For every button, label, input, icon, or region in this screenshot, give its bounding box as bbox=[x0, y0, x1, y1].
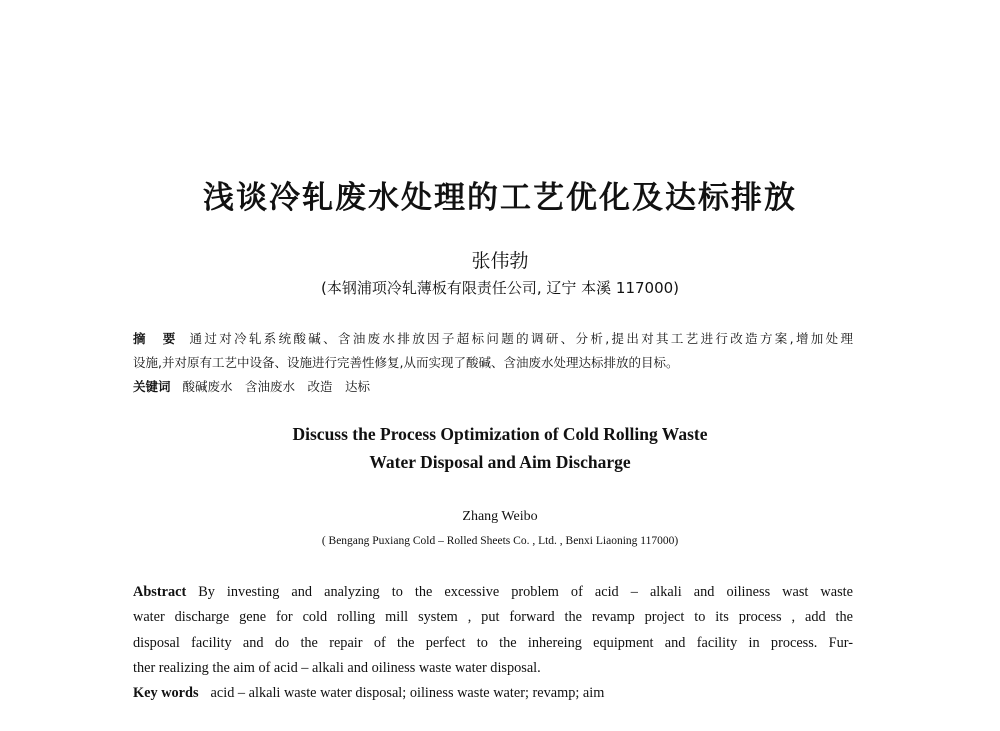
english-abstract-label: Abstract bbox=[133, 584, 187, 600]
english-affiliation: ( Bengang Puxiang Cold – Rolled Sheets Co. , Ltd. , Benxi Liaoning 117000) bbox=[321, 535, 679, 547]
chinese-abstract-label: 摘 要 bbox=[133, 331, 178, 346]
chinese-title: 浅谈冷轧废水处理的工艺优化及达标排放 bbox=[203, 180, 797, 216]
english-abstract-line: water discharge gene for cold rolling mill system , put forward the revamp project to its process , add the bbox=[133, 609, 853, 626]
english-title-line: Discuss the Process Optimization of Cold Rolling Waste bbox=[292, 424, 708, 444]
english-abstract bbox=[133, 580, 853, 706]
chinese-keywords: 酸碱废水 含油废水 改造 达标 bbox=[182, 379, 371, 394]
chinese-keywords-label: 关键词 bbox=[133, 379, 171, 394]
english-keywords-label: Key words bbox=[133, 685, 199, 702]
chinese-abstract bbox=[133, 327, 853, 399]
chinese-affiliation: (本钢浦项冷轧薄板有限责任公司, 辽宁 本溪 117000) bbox=[320, 279, 680, 297]
chinese-abstract-line: 通过对冷轧系统酸碱、含油废水排放因子超标问题的调研、分析,提出对其工艺进行改造方案,增加处理 bbox=[189, 331, 853, 346]
english-abstract-line: By investing and analyzing to the excessive problem of acid – alkali and oiliness wast waste bbox=[198, 584, 853, 600]
english-keywords: acid – alkali waste water disposal; oiliness waste water; revamp; aim bbox=[210, 685, 605, 702]
english-author: Zhang Weibo bbox=[462, 509, 538, 524]
english-title-line: Water Disposal and Aim Discharge bbox=[369, 452, 631, 472]
english-abstract-line: disposal facility and do the repair of the perfect to the inhereing equipment and facility in process. Fur- bbox=[133, 634, 853, 651]
english-abstract-line: ther realizing the aim of acid – alkali and oiliness waste water disposal. bbox=[133, 659, 541, 676]
chinese-abstract-line: 设施,并对原有工艺中设备、设施进行完善性修复,从而实现了酸碱、含油废水处理达标排放的目标。 bbox=[133, 355, 679, 370]
chinese-author: 张伟勃 bbox=[471, 250, 529, 272]
